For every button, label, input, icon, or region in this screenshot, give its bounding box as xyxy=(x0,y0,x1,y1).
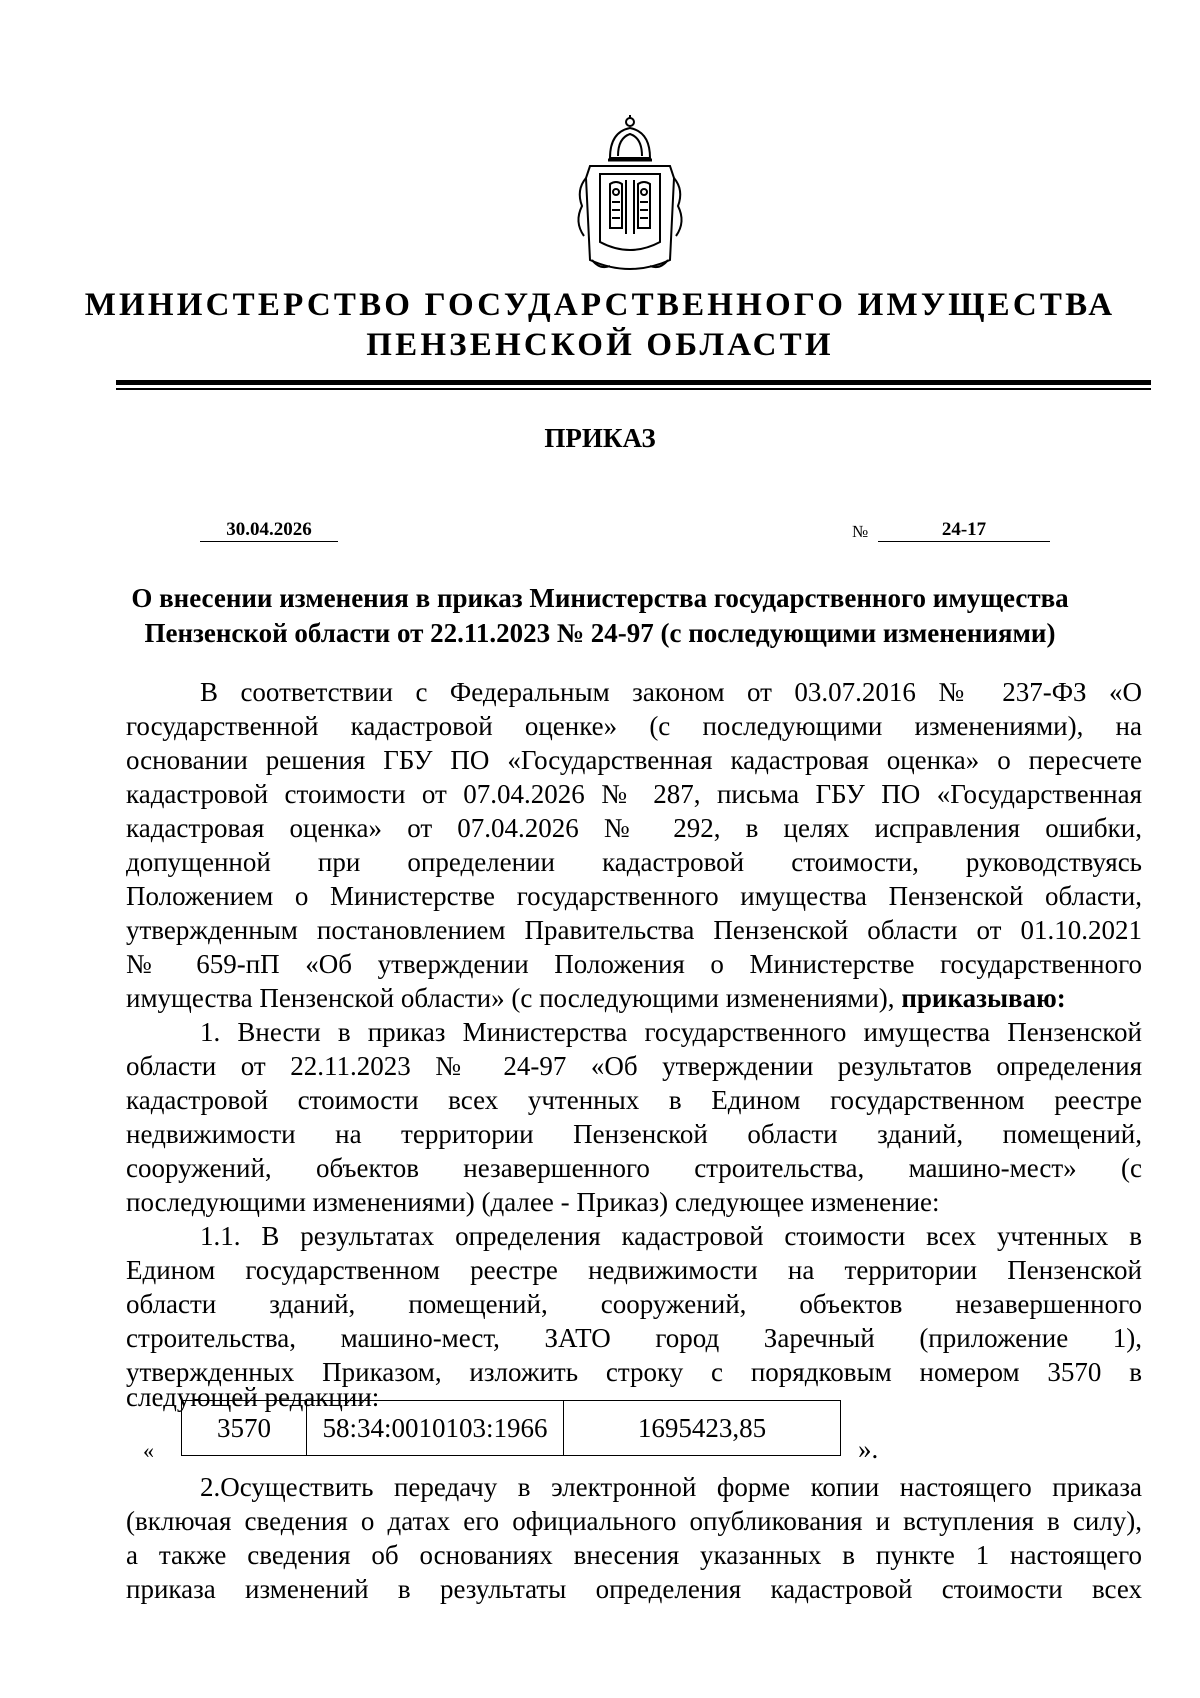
table-cell-cadastral-number: 58:34:0010103:1966 xyxy=(307,1401,564,1456)
body-line: области от 22.11.2023 № 24-97 «Об утверждении результатов определения xyxy=(126,1051,1142,1081)
body-line: В соответствии с Федеральным законом от 03.07.2016 № 237-ФЗ «О xyxy=(200,677,1142,707)
table-cell-cost: 1695423,85 xyxy=(564,1401,841,1456)
table-cell-number: 3570 xyxy=(182,1401,307,1456)
order-date: 30.04.2026 xyxy=(200,519,338,542)
body-line-text: имущества Пензенской области» (с последующими изменениями), xyxy=(126,983,895,1013)
body-line: сооружений, объектов незавершенного строительства, машино-мест» (с xyxy=(126,1153,1142,1183)
body-line: 2.Осуществить передачу в электронной форме копии настоящего приказа xyxy=(200,1472,1142,1502)
body-line: 1. Внести в приказ Министерства государственного имущества Пензенской xyxy=(200,1017,1142,1047)
number-sign: № xyxy=(852,522,869,541)
body-line: допущенной при определении кадастровой стоимости, руководствуясь xyxy=(126,847,1142,877)
coat-of-arms-icon xyxy=(570,110,690,280)
body-line: недвижимости на территории Пензенской области зданий, помещений, xyxy=(126,1119,1142,1149)
body-line: строительства, машино-мест, ЗАТО город Заречный (приложение 1), xyxy=(126,1323,1142,1353)
header-divider-thin xyxy=(116,388,1151,390)
order-number: 24-17 xyxy=(878,519,1050,542)
subject-line2: Пензенской области от 22.11.2023 № 24-97 (с последующими изменениями) xyxy=(144,618,1056,648)
body-line: приказа изменений в результаты определения кадастровой стоимости всех xyxy=(126,1574,1142,1604)
body-line: кадастровой стоимости от 07.04.2026 № 287, письма ГБУ ПО «Государственная xyxy=(126,779,1142,809)
replacement-row-table xyxy=(181,1400,841,1456)
body-line: кадастровая оценка» от 07.04.2026 № 292, в целях исправления ошибки, xyxy=(126,813,1142,843)
body-line: № 659-пП «Об утверждении Положения о Министерстве государственного xyxy=(126,949,1142,979)
quote-close: ». xyxy=(858,1434,879,1464)
ministry-title-line2: ПЕНЗЕНСКОЙ ОБЛАСТИ xyxy=(366,327,834,363)
table-row xyxy=(182,1401,841,1456)
subject-line1: О внесении изменения в приказ Министерства государственного имущества xyxy=(131,583,1069,613)
body-line: основании решения ГБУ ПО «Государственная кадастровая оценка» о пересчете xyxy=(126,745,1142,775)
body-line: утвержденных Приказом, изложить строку с порядковым номером 3570 в xyxy=(126,1357,1142,1387)
body-line: государственной кадастровой оценке» (с последующими изменениями), на xyxy=(126,711,1142,741)
body-line: последующими изменениями) (далее - Приказ) следующее изменение: xyxy=(126,1187,940,1217)
body-line: области зданий, помещений, сооружений, объектов незавершенного xyxy=(126,1289,1142,1319)
body-line: утвержденным постановлением Правительства Пензенской области от 01.10.2021 xyxy=(126,915,1142,945)
body-line: Положением о Министерстве государственного имущества Пензенской области, xyxy=(126,881,1142,911)
body-line xyxy=(126,985,1142,1012)
body-line: кадастровой стоимости всех учтенных в Едином государственном реестре xyxy=(126,1085,1142,1115)
quote-open: « xyxy=(143,1438,154,1463)
document-type-heading: ПРИКАЗ xyxy=(544,423,656,453)
ordering-word: приказываю: xyxy=(901,983,1066,1013)
body-line: Едином государственном реестре недвижимости на территории Пензенской xyxy=(126,1255,1142,1285)
ministry-title-line1: МИНИСТЕРСТВО ГОСУДАРСТВЕННОГО ИМУЩЕСТВА xyxy=(84,287,1116,323)
body-line: (включая сведения о датах его официального опубликования и вступления в силу), xyxy=(126,1506,1142,1536)
body-line: 1.1. В результатах определения кадастровой стоимости всех учтенных в xyxy=(200,1221,1142,1251)
body-line: следующей редакции: xyxy=(126,1382,380,1412)
body-line: а также сведения об основаниях внесения указанных в пункте 1 настоящего xyxy=(126,1540,1142,1570)
header-divider-thick xyxy=(116,380,1151,385)
